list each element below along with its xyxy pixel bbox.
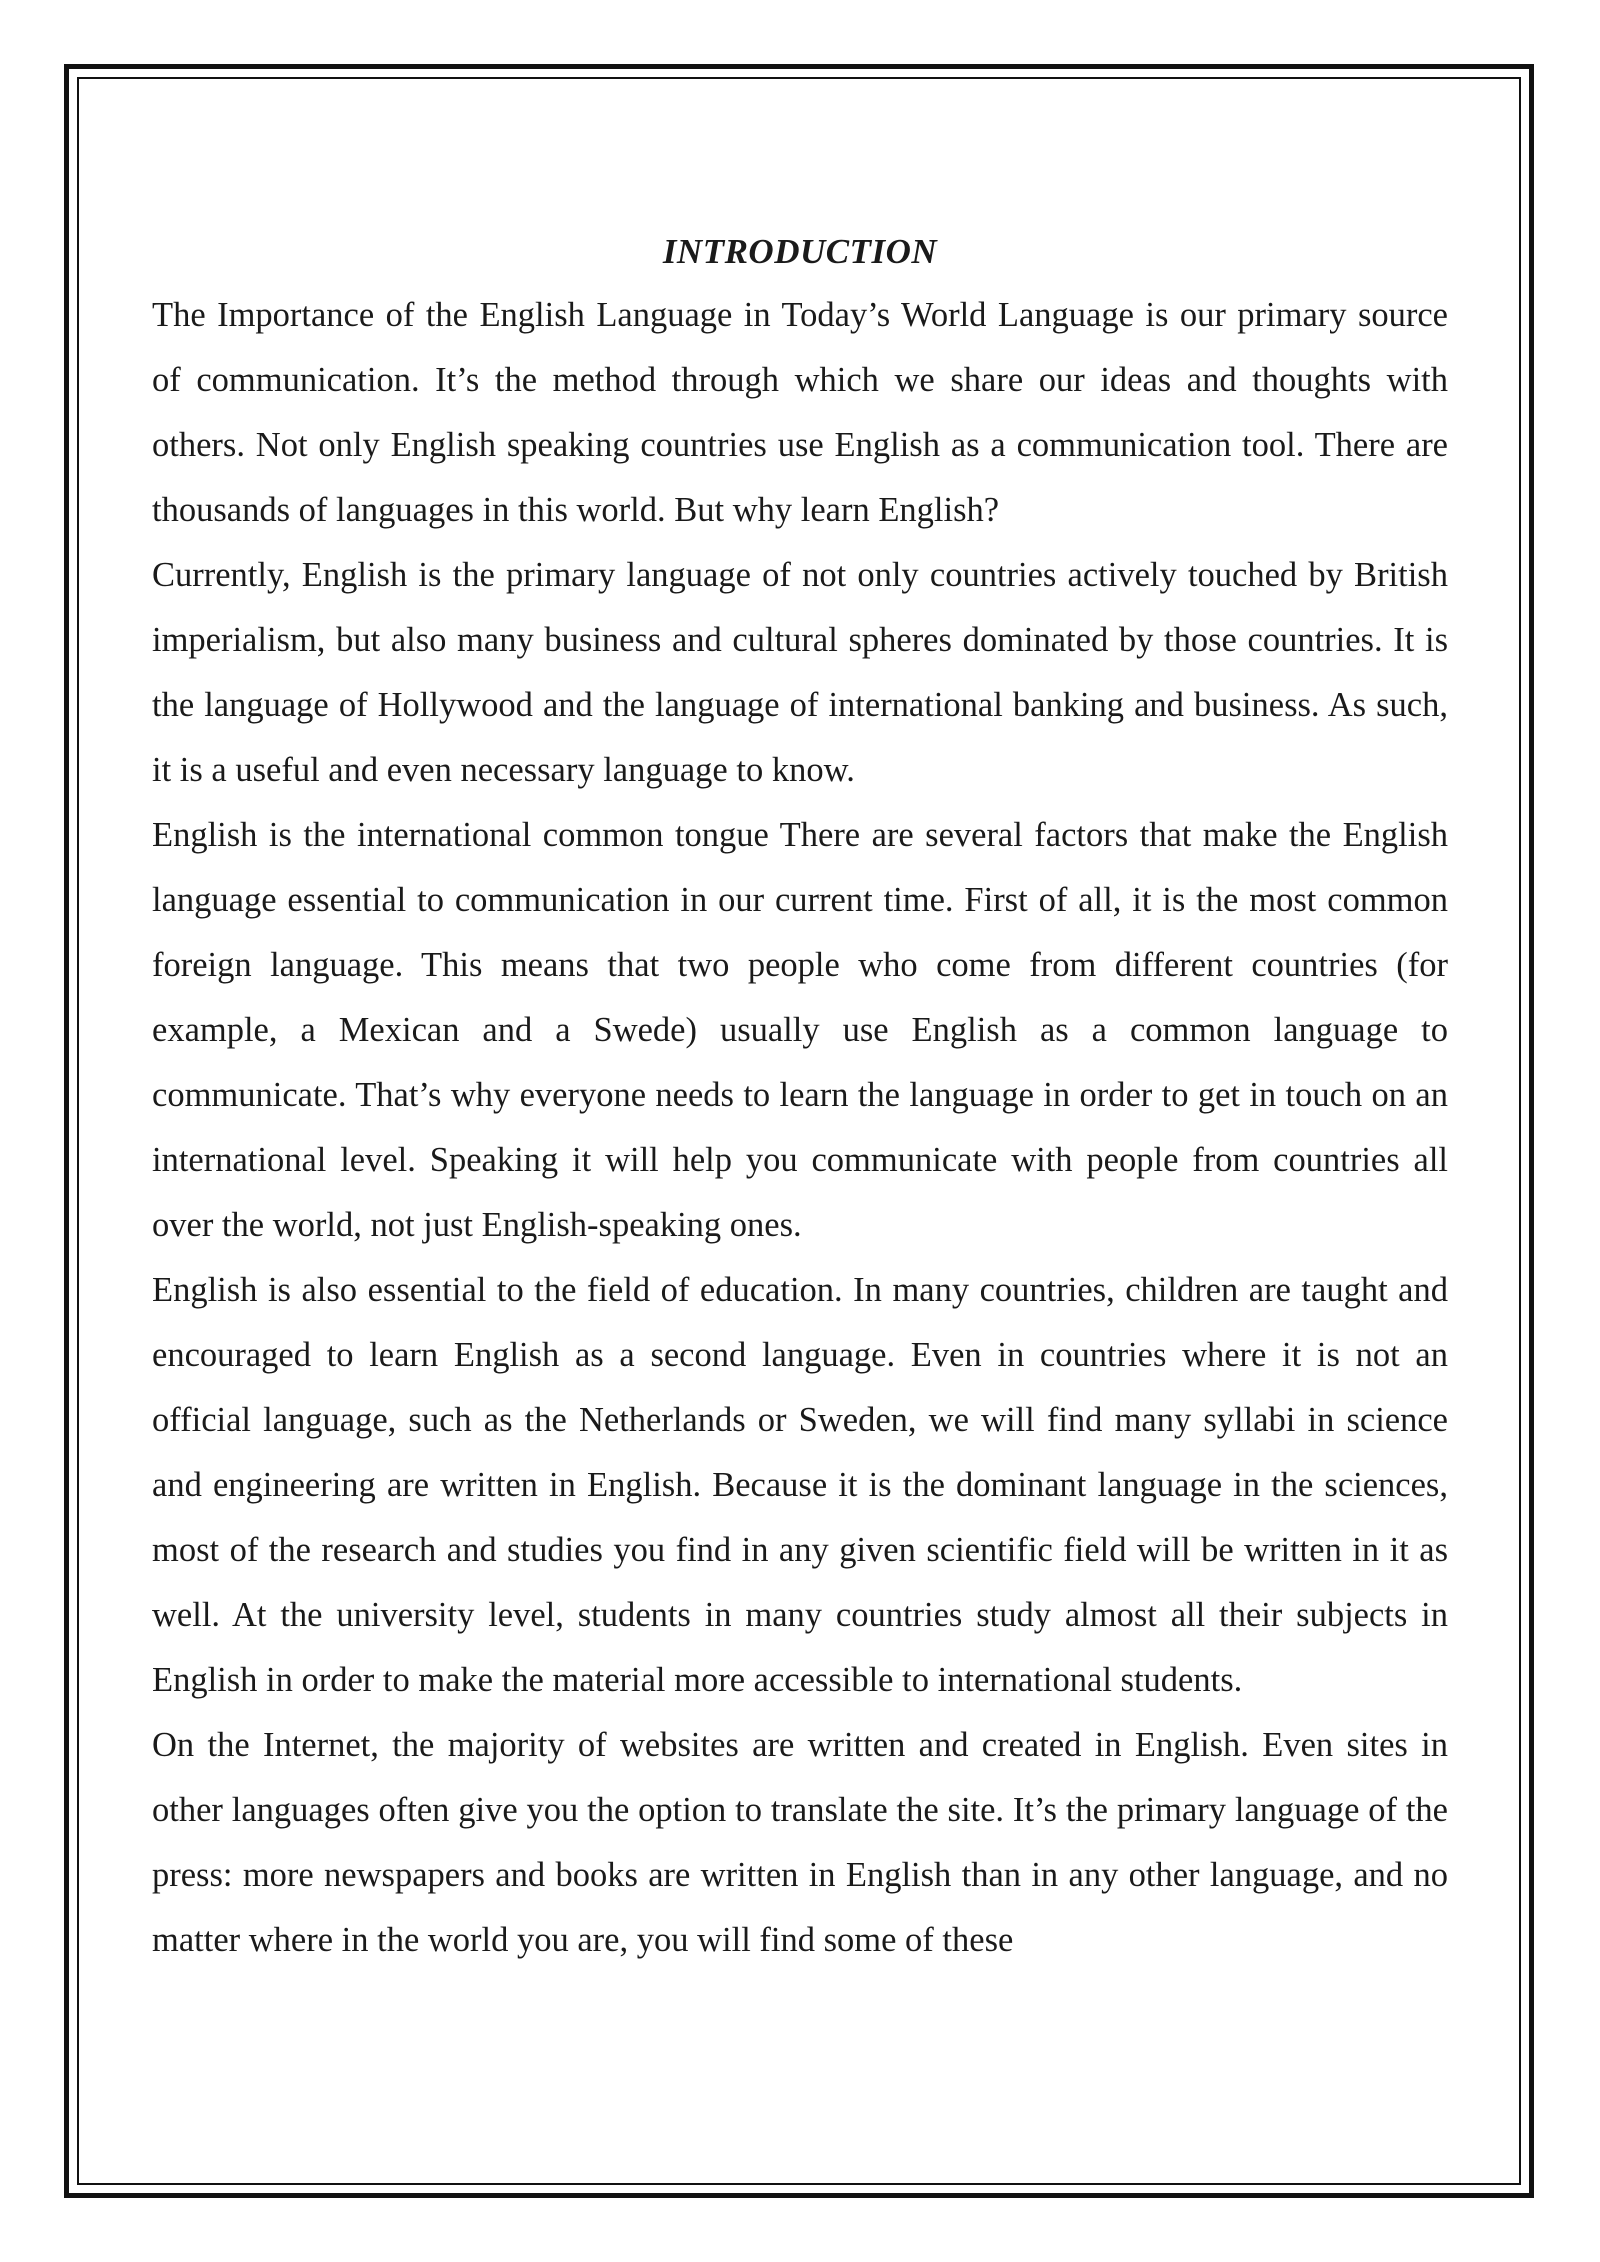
document-body bbox=[152, 225, 1448, 1973]
document-heading: INTRODUCTION bbox=[662, 232, 938, 271]
paragraph-importance: The Importance of the English Language in Today’s World Language is our primary source of communication. It’s the method through which we share our ideas and thoughts with others. Not only English speaking countries use English as a communication tool. There are thousands of languages in this world. But why learn English? bbox=[152, 296, 1448, 529]
paragraph-education: English is also essential to the field of education. In many countries, children are taught and encouraged to learn English as a second language. Even in countries where it is not an official language, such as the Netherlands or Sweden, we will find many syllabi in science and engineering are written in English. Because it is the dominant language in the sciences, most of the research and studies you find in any given scientific field will be written in it as well. At the university level, students in many countries study almost all their subjects in English in order to make the material more accessible to international students. bbox=[152, 1271, 1448, 1699]
paragraph-current-status: Currently, English is the primary language of not only countries actively touched by British imperialism, but also many business and cultural spheres dominated by those countries. It is the language of Hollywood and the language of international banking and business. As such, it is a useful and even necessary language to know. bbox=[152, 556, 1448, 789]
paragraph-common-tongue: English is the international common tongue There are several factors that make the English language essential to communication in our current time. First of all, it is the most common foreign language. This means that two people who come from different countries (for example, a Mexican and a Swede) usually use English as a common language to communicate. That’s why everyone needs to learn the language in order to get in touch on an international level. Speaking it will help you communicate with people from countries all over the world, not just English-speaking ones. bbox=[152, 816, 1448, 1244]
paragraph-internet: On the Internet, the majority of websites are written and created in English. Even sites in other languages often give you the option to translate the site. It’s the primary language of the press: more newspapers and books are written in English than in any other language, and no matter where in the world you are, you will find some of these bbox=[152, 1726, 1448, 1959]
